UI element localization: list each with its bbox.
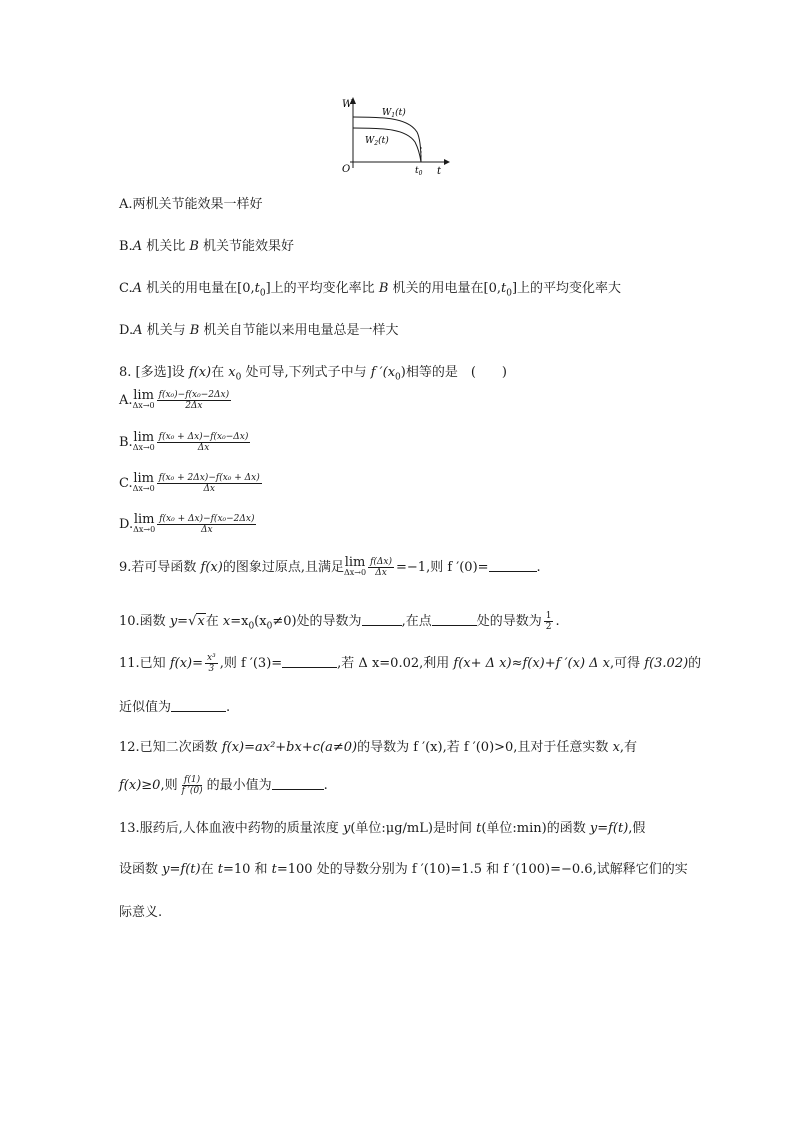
curve2-label: $W_2(t)$ <box>365 136 389 147</box>
axis-y-label: W <box>342 99 353 110</box>
q11-line-2: 近似值为 . <box>119 700 231 715</box>
q9-answer-blank[interactable] <box>489 559 537 572</box>
q13-line-2: 设函数 y=f(t)在 t=10 和 t=100 处的导数分别为 f ′(10)=1.5 和 f ′(100)=−0.6,试解释它们的实 <box>119 862 688 877</box>
q10: 10.函数 y=√x在 $x=x_0(x_0\ne 0)$处的导数为 ,在点 处的导数为 $\frac{1}{2}$ . <box>119 611 560 632</box>
q7-option-c: C.A 机关的用电量在$[0,t_0]$上的平均变化率比 B 机关的用电量在$[0,t_0]$上的平均变化率大 <box>119 281 622 299</box>
q8-option-b: B. lim Δx→0 $\frac{\text{f(x₀ + Δx)−f(x₀−Δx)}}{\Delta x}$ <box>119 429 249 453</box>
origin-label: O <box>342 164 351 175</box>
q10-blank-1[interactable] <box>362 613 402 626</box>
q8-stem: 8. [多选]设 f(x)在 $x_0$ 处可导,下列式子中与 f $'(x_0)$相等的是 ( ) <box>119 365 507 383</box>
axis-x-label: t <box>437 166 442 177</box>
q7-option-b: B.A 机关比 B 机关节能效果好 <box>119 239 295 254</box>
energy-graph-svg <box>340 92 455 177</box>
t0-label: $t_0$ <box>415 166 423 177</box>
q12-line-1: 12.已知二次函数 f(x)=ax²+bx+c(a≠0)的导数为 f ′(x),若 f ′(0)>0,且对于任意实数 x,有 <box>119 740 638 755</box>
q12-blank[interactable] <box>272 777 324 790</box>
q7-option-a: A.两机关节能效果一样好 <box>119 197 263 212</box>
q13-line-1: 13.服药后,人体血液中药物的质量浓度 y(单位:μg/mL)是时间 t(单位:min)的函数 y=f(t),假 <box>119 821 646 836</box>
q8-option-d: D. lim Δx→0 $\frac{\text{f(x₀ + Δx)−f(x₀−2Δx)}}{\Delta x}$ <box>119 511 255 535</box>
q10-blank-2[interactable] <box>432 613 477 626</box>
q8-option-c: C. lim Δx→0 $\frac{\text{f(x₀ + 2Δx)−f(x₀ + Δx)}}{\Delta x}$ <box>119 470 260 494</box>
energy-graph <box>340 92 455 177</box>
q7-option-d: D.A 机关与 B 机关自节能以来用电量总是一样大 <box>119 323 399 338</box>
x-axis-arrow <box>444 159 450 165</box>
q8-option-a: A. lim Δx→0 $\frac{\text{f(x₀)−f(x₀−2Δx)}}{2\Delta x}$ <box>119 387 230 411</box>
q12-line-2: f(x)≥0,则 $\frac{f(1)}{f '(0)}$ 的最小值为 . <box>119 775 328 796</box>
curve1-label: $W_1(t)$ <box>382 108 406 119</box>
q11-blank-2[interactable] <box>171 699 226 712</box>
q13-line-3: 际意义. <box>119 905 163 920</box>
q11-line-1: 11.已知 f(x)= $\frac{\text{x³}}{3}$ ,则 f ′(3)= ,若 Δ x=0.02,利用 f(x+ Δ x)≈f(x)+f ′(x) Δ x,可得 f(3.02)的 <box>119 653 702 674</box>
q11-blank-1[interactable] <box>282 655 337 668</box>
q9: 9.若可导函数 f(x)的图象过原点,且满足 lim Δx→0 $\frac{f(\Delta x)}{\Delta x}$ =−1,则 f ′(0)= . <box>119 554 541 578</box>
